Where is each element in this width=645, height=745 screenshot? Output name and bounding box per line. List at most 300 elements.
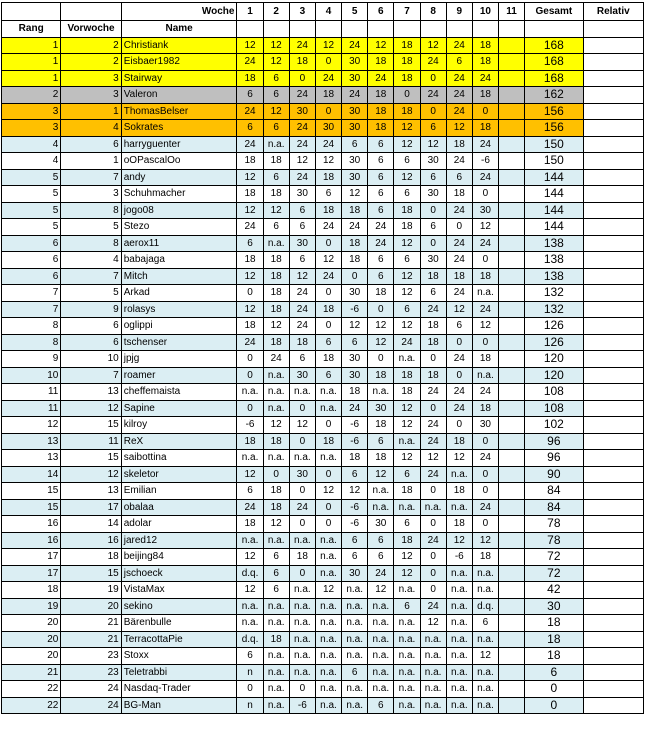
week-score-cell: 18	[289, 549, 315, 566]
week-score-cell: 0	[315, 516, 341, 533]
gesamt-cell: 42	[525, 582, 583, 599]
week-score-cell: n.a.	[472, 367, 498, 384]
week-score-cell: 6	[237, 483, 263, 500]
header-cell-empty	[2, 3, 61, 21]
table-row	[2, 598, 644, 615]
week-score-cell: 6	[263, 582, 289, 599]
week-score-cell: 6	[237, 87, 263, 104]
week-score-cell: 18	[315, 87, 341, 104]
table-row	[2, 582, 644, 599]
week-score-cell: 30	[289, 235, 315, 252]
week-score-cell: n.a.	[315, 384, 341, 401]
week-score-cell: 0	[289, 483, 315, 500]
week-score-cell: 6	[263, 219, 289, 236]
week-score-cell: 18	[394, 70, 420, 87]
relativ-cell	[583, 565, 643, 582]
week-score-cell	[499, 169, 525, 186]
relativ-cell	[583, 664, 643, 681]
week-score-cell: 24	[237, 54, 263, 71]
week-score-cell: n.a.	[472, 681, 498, 698]
week-score-cell: 24	[446, 103, 472, 120]
week-score-cell: -6	[342, 499, 368, 516]
week-score-cell: n.a.	[237, 615, 263, 632]
relativ-cell	[583, 466, 643, 483]
week-score-cell: n.a.	[420, 631, 446, 648]
week-score-cell: 0	[446, 367, 472, 384]
week-score-cell: 6	[263, 169, 289, 186]
week-score-cell: 6	[263, 565, 289, 582]
relativ-cell	[583, 499, 643, 516]
header-relativ: Relativ	[583, 3, 643, 21]
week-score-cell: 0	[446, 417, 472, 434]
gesamt-cell: 0	[525, 681, 583, 698]
week-score-cell: 18	[237, 186, 263, 203]
week-score-cell	[499, 136, 525, 153]
week-score-cell: 18	[368, 103, 394, 120]
week-score-cell: 18	[315, 202, 341, 219]
week-score-cell: 24	[472, 450, 498, 467]
week-score-cell: 6	[237, 120, 263, 137]
week-score-cell: 24	[420, 433, 446, 450]
name-cell: Sapine	[121, 400, 237, 417]
header-cell-empty	[368, 21, 394, 38]
week-score-cell: 0	[237, 285, 263, 302]
week-score-cell: 6	[394, 516, 420, 533]
week-score-cell: n.a.	[472, 285, 498, 302]
header-cell-empty	[420, 21, 446, 38]
week-score-cell: n.a.	[315, 615, 341, 632]
week-score-cell	[499, 400, 525, 417]
gesamt-cell: 168	[525, 70, 583, 87]
week-score-cell: 18	[342, 235, 368, 252]
week-score-cell: 18	[394, 367, 420, 384]
week-score-cell: n	[237, 697, 263, 714]
week-score-cell: 24	[420, 598, 446, 615]
week-score-cell: 24	[472, 169, 498, 186]
week-score-cell: n.a.	[368, 499, 394, 516]
rang-cell: 3	[2, 103, 61, 120]
week-score-cell: 30	[289, 186, 315, 203]
week-score-cell	[499, 582, 525, 599]
table-row	[2, 37, 644, 54]
gesamt-cell: 18	[525, 631, 583, 648]
week-score-cell: 6	[289, 351, 315, 368]
week-score-cell: n.a.	[263, 450, 289, 467]
vorwoche-cell: 8	[61, 202, 121, 219]
week-score-cell: 12	[237, 202, 263, 219]
week-score-cell: 6	[368, 136, 394, 153]
relativ-cell	[583, 252, 643, 269]
week-score-cell: 18	[263, 268, 289, 285]
week-score-cell: 12	[237, 301, 263, 318]
table-row	[2, 499, 644, 516]
name-cell: kilroy	[121, 417, 237, 434]
relativ-cell	[583, 532, 643, 549]
header-cell-empty	[237, 21, 263, 38]
week-score-cell	[499, 565, 525, 582]
vorwoche-cell: 4	[61, 252, 121, 269]
table-row	[2, 351, 644, 368]
rang-cell: 17	[2, 565, 61, 582]
week-score-cell: 24	[289, 169, 315, 186]
vorwoche-cell: 3	[61, 186, 121, 203]
name-cell: rolasys	[121, 301, 237, 318]
week-score-cell: 18	[420, 318, 446, 335]
week-score-cell: 18	[446, 516, 472, 533]
gesamt-cell: 144	[525, 186, 583, 203]
gesamt-cell: 138	[525, 268, 583, 285]
week-score-cell: n.a.	[315, 400, 341, 417]
rang-cell: 22	[2, 697, 61, 714]
rang-cell: 21	[2, 664, 61, 681]
header-row-1	[2, 3, 644, 21]
week-score-cell: 18	[420, 268, 446, 285]
week-score-cell: 6	[368, 549, 394, 566]
week-score-cell	[499, 450, 525, 467]
week-score-cell: n.a.	[446, 499, 472, 516]
week-score-cell: 0	[420, 400, 446, 417]
rang-cell: 4	[2, 136, 61, 153]
week-score-cell: 12	[289, 417, 315, 434]
week-score-cell: 18	[446, 136, 472, 153]
week-score-cell: n.a.	[342, 648, 368, 665]
name-cell: Stairway	[121, 70, 237, 87]
week-score-cell: 0	[472, 516, 498, 533]
week-score-cell: 24	[472, 499, 498, 516]
week-score-cell: n.a.	[315, 450, 341, 467]
week-score-cell: 0	[420, 582, 446, 599]
relativ-cell	[583, 516, 643, 533]
week-score-cell: n.a.	[472, 565, 498, 582]
week-score-cell: 30	[289, 466, 315, 483]
week-score-cell: 30	[472, 202, 498, 219]
gesamt-cell: 72	[525, 565, 583, 582]
week-score-cell: 12	[394, 235, 420, 252]
week-score-cell: n.a.	[420, 648, 446, 665]
week-score-cell: 24	[289, 87, 315, 104]
week-score-cell: 24	[446, 235, 472, 252]
week-score-cell: 12	[368, 334, 394, 351]
gesamt-cell: 156	[525, 103, 583, 120]
week-score-cell: 12	[446, 120, 472, 137]
name-cell: Stezo	[121, 219, 237, 236]
week-score-cell: 12	[342, 318, 368, 335]
name-cell: Christiank	[121, 37, 237, 54]
week-score-cell: 18	[368, 450, 394, 467]
vorwoche-cell: 7	[61, 268, 121, 285]
header-week-11: 11	[499, 3, 525, 21]
week-score-cell: 0	[472, 433, 498, 450]
week-score-cell: 6	[342, 549, 368, 566]
week-score-cell: n.a.	[446, 466, 472, 483]
vorwoche-cell: 11	[61, 433, 121, 450]
week-score-cell: 12	[394, 136, 420, 153]
week-score-cell: 18	[237, 433, 263, 450]
name-cell: beijing84	[121, 549, 237, 566]
week-score-cell: 6	[420, 169, 446, 186]
name-cell: jschoeck	[121, 565, 237, 582]
week-score-cell: n.a.	[263, 235, 289, 252]
vorwoche-cell: 18	[61, 549, 121, 566]
week-score-cell: 18	[368, 417, 394, 434]
week-score-cell: n.a.	[394, 697, 420, 714]
week-score-cell: 12	[394, 169, 420, 186]
week-score-cell: 12	[342, 186, 368, 203]
header-week-8: 8	[420, 3, 446, 21]
week-score-cell: 18	[263, 301, 289, 318]
week-score-cell: 24	[472, 301, 498, 318]
rang-cell: 5	[2, 186, 61, 203]
week-score-cell: 18	[368, 367, 394, 384]
vorwoche-cell: 1	[61, 153, 121, 170]
relativ-cell	[583, 417, 643, 434]
relativ-cell	[583, 598, 643, 615]
week-score-cell	[499, 103, 525, 120]
week-score-cell: 18	[446, 433, 472, 450]
week-score-cell: 24	[263, 351, 289, 368]
header-cell-empty	[289, 21, 315, 38]
header-week-7: 7	[394, 3, 420, 21]
relativ-cell	[583, 450, 643, 467]
table-row	[2, 681, 644, 698]
rang-cell: 2	[2, 87, 61, 104]
relativ-cell	[583, 186, 643, 203]
week-score-cell: n.a.	[446, 664, 472, 681]
gesamt-cell: 108	[525, 384, 583, 401]
week-score-cell	[499, 186, 525, 203]
week-score-cell: 24	[342, 87, 368, 104]
rang-cell: 1	[2, 54, 61, 71]
week-score-cell: 24	[368, 565, 394, 582]
week-score-cell: n.a.	[237, 384, 263, 401]
week-score-cell: n.a.	[394, 631, 420, 648]
week-score-cell: 6	[368, 433, 394, 450]
week-score-cell: 24	[315, 268, 341, 285]
vorwoche-cell: 5	[61, 285, 121, 302]
week-score-cell	[499, 235, 525, 252]
week-score-cell: 12	[394, 285, 420, 302]
table-row	[2, 516, 644, 533]
rang-cell: 6	[2, 235, 61, 252]
vorwoche-cell: 13	[61, 483, 121, 500]
week-score-cell: 18	[237, 318, 263, 335]
week-score-cell: 24	[237, 103, 263, 120]
week-score-cell: 12	[315, 582, 341, 599]
week-score-cell	[499, 285, 525, 302]
week-score-cell: n.a.	[289, 648, 315, 665]
week-score-cell	[499, 384, 525, 401]
rang-cell: 16	[2, 516, 61, 533]
name-cell: Stoxx	[121, 648, 237, 665]
name-cell: jpjg	[121, 351, 237, 368]
week-score-cell: 18	[394, 483, 420, 500]
table-row	[2, 120, 644, 137]
rang-cell: 16	[2, 532, 61, 549]
rang-cell: 13	[2, 450, 61, 467]
week-score-cell	[499, 70, 525, 87]
gesamt-cell: 78	[525, 532, 583, 549]
week-score-cell: n.a.	[342, 697, 368, 714]
week-score-cell: 24	[368, 235, 394, 252]
gesamt-cell: 120	[525, 351, 583, 368]
name-cell: Sokrates	[121, 120, 237, 137]
week-score-cell: 6	[289, 219, 315, 236]
table-row	[2, 186, 644, 203]
week-score-cell: 24	[446, 400, 472, 417]
week-score-cell: 6	[263, 70, 289, 87]
relativ-cell	[583, 37, 643, 54]
week-score-cell	[499, 483, 525, 500]
relativ-cell	[583, 70, 643, 87]
week-score-cell: n.a.	[368, 648, 394, 665]
week-score-cell: 18	[472, 400, 498, 417]
week-score-cell: 18	[446, 186, 472, 203]
week-score-cell: n.a.	[263, 384, 289, 401]
rang-cell: 20	[2, 648, 61, 665]
week-score-cell: 6	[263, 549, 289, 566]
week-score-cell: 0	[315, 318, 341, 335]
week-score-cell: n.a.	[263, 697, 289, 714]
gesamt-cell: 132	[525, 285, 583, 302]
gesamt-cell: 18	[525, 615, 583, 632]
name-cell: Teletrabbi	[121, 664, 237, 681]
rang-cell: 3	[2, 120, 61, 137]
vorwoche-cell: 24	[61, 697, 121, 714]
week-score-cell: n.a.	[263, 681, 289, 698]
rang-cell: 17	[2, 549, 61, 566]
week-score-cell	[499, 54, 525, 71]
week-score-cell: n.a.	[472, 664, 498, 681]
relativ-cell	[583, 87, 643, 104]
week-score-cell: 30	[420, 153, 446, 170]
week-score-cell: 12	[237, 582, 263, 599]
week-score-cell: 18	[263, 153, 289, 170]
relativ-cell	[583, 549, 643, 566]
table-row	[2, 697, 644, 714]
week-score-cell: 0	[420, 565, 446, 582]
week-score-cell: 24	[289, 285, 315, 302]
week-score-cell: 18	[446, 483, 472, 500]
week-score-cell: n.a.	[289, 631, 315, 648]
header-cell-empty	[583, 21, 643, 38]
week-score-cell: d.q.	[472, 598, 498, 615]
week-score-cell: 24	[446, 87, 472, 104]
week-score-cell: 18	[368, 54, 394, 71]
gesamt-cell: 0	[525, 697, 583, 714]
week-score-cell: n.a.	[368, 681, 394, 698]
week-score-cell: 0	[342, 268, 368, 285]
name-cell: andy	[121, 169, 237, 186]
table-row	[2, 87, 644, 104]
week-score-cell	[499, 549, 525, 566]
week-score-cell: 18	[263, 499, 289, 516]
relativ-cell	[583, 318, 643, 335]
week-score-cell: n.a.	[394, 433, 420, 450]
week-score-cell: 0	[420, 483, 446, 500]
week-score-cell: 12	[237, 549, 263, 566]
header-week-1: 1	[237, 3, 263, 21]
week-score-cell: 12	[368, 318, 394, 335]
week-score-cell: 30	[342, 70, 368, 87]
week-score-cell: 12	[342, 483, 368, 500]
week-score-cell: 30	[289, 367, 315, 384]
week-score-cell: 0	[420, 351, 446, 368]
week-score-cell: 18	[263, 334, 289, 351]
vorwoche-cell: 15	[61, 450, 121, 467]
week-score-cell: n.a.	[289, 384, 315, 401]
vorwoche-cell: 8	[61, 235, 121, 252]
name-cell: babajaga	[121, 252, 237, 269]
week-score-cell: 12	[446, 532, 472, 549]
week-score-cell: 6	[263, 120, 289, 137]
table-row	[2, 268, 644, 285]
week-score-cell: n.a.	[394, 499, 420, 516]
week-score-cell: n.a.	[315, 648, 341, 665]
week-score-cell: 24	[446, 70, 472, 87]
week-score-cell: 12	[263, 37, 289, 54]
rang-cell: 10	[2, 367, 61, 384]
week-score-cell	[499, 120, 525, 137]
gesamt-cell: 168	[525, 37, 583, 54]
week-score-cell: 12	[472, 532, 498, 549]
week-score-cell: 30	[368, 400, 394, 417]
vorwoche-cell: 5	[61, 219, 121, 236]
rang-cell: 18	[2, 582, 61, 599]
week-score-cell: 24	[368, 219, 394, 236]
week-score-cell: 24	[446, 37, 472, 54]
week-score-cell: 18	[472, 54, 498, 71]
rang-cell: 12	[2, 417, 61, 434]
table-row	[2, 450, 644, 467]
week-score-cell: 30	[342, 565, 368, 582]
table-row	[2, 384, 644, 401]
week-score-cell: n.a.	[289, 664, 315, 681]
week-score-cell: 0	[420, 70, 446, 87]
table-row	[2, 565, 644, 582]
week-score-cell: 24	[342, 219, 368, 236]
week-score-cell: 12	[446, 450, 472, 467]
rang-cell: 1	[2, 37, 61, 54]
gesamt-cell: 144	[525, 202, 583, 219]
week-score-cell: n.a.	[394, 648, 420, 665]
week-score-cell: 18	[420, 334, 446, 351]
rang-cell: 22	[2, 681, 61, 698]
header-cell-empty	[525, 21, 583, 38]
week-score-cell: 18	[394, 54, 420, 71]
name-cell: VistaMax	[121, 582, 237, 599]
week-score-cell: 18	[315, 169, 341, 186]
header-name: Name	[121, 21, 237, 38]
week-score-cell: 6	[420, 285, 446, 302]
table-row	[2, 252, 644, 269]
week-score-cell: 18	[472, 120, 498, 137]
table-row	[2, 466, 644, 483]
week-score-cell: 6	[289, 252, 315, 269]
week-score-cell: 12	[394, 417, 420, 434]
week-score-cell: 30	[342, 169, 368, 186]
week-score-cell: 6	[446, 318, 472, 335]
name-cell: cheffemaista	[121, 384, 237, 401]
week-score-cell: n.a.	[420, 499, 446, 516]
week-score-cell: 18	[394, 532, 420, 549]
week-score-cell	[499, 87, 525, 104]
week-score-cell: n.a.	[446, 565, 472, 582]
week-score-cell: 12	[394, 549, 420, 566]
week-score-cell: 18	[237, 70, 263, 87]
relativ-cell	[583, 631, 643, 648]
relativ-cell	[583, 648, 643, 665]
week-score-cell: 18	[472, 268, 498, 285]
